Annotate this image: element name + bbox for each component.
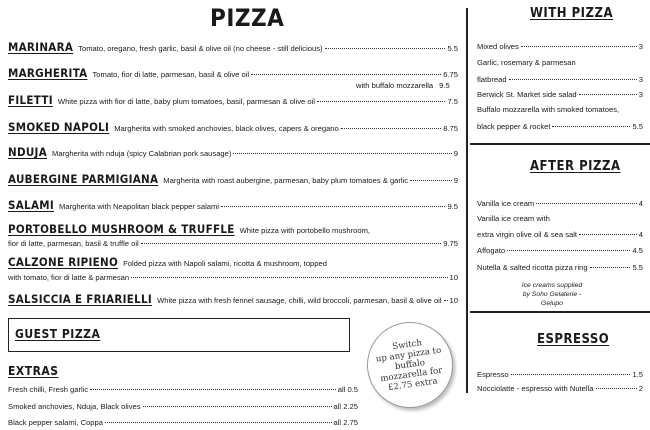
item-price: 7.5 <box>447 97 458 106</box>
dot-leader <box>325 48 446 49</box>
extras-description: Smoked anchovies, Nduja, Black olives <box>8 402 141 411</box>
extras-item <box>8 402 358 411</box>
item-description: Berwick St. Market side salad <box>477 90 577 99</box>
after-pizza-item-line2 <box>477 230 643 239</box>
item-name: FILETTI <box>8 93 53 107</box>
item-name: SALSICCIA E FRIARIELLI <box>8 292 153 306</box>
section-divider <box>470 143 650 145</box>
dot-leader <box>233 153 451 154</box>
menu-item <box>8 145 458 159</box>
with-pizza-item-line2 <box>477 75 643 84</box>
item-description-cont: fior di latte, parmesan, basil & truffle oil <box>8 239 139 248</box>
menu-item-line2 <box>8 273 458 282</box>
item-description: Mixed olives <box>477 42 519 51</box>
extras-price: all 0.5 <box>337 385 358 394</box>
after-pizza-item <box>477 199 643 208</box>
menu-item <box>8 93 458 107</box>
item-description-cont: extra virgin olive oil & sea salt <box>477 230 578 239</box>
dot-leader <box>341 128 441 129</box>
item-price: 6.75 <box>443 70 458 79</box>
item-price: 3 <box>638 90 643 99</box>
dot-leader <box>536 203 637 204</box>
item-name: CALZONE RIPIENO <box>8 255 119 269</box>
item-price: 2 <box>638 384 643 393</box>
with-pizza-item: Garlic, rosemary & parmesan <box>477 58 576 67</box>
dot-leader <box>90 389 336 390</box>
menu-item <box>8 120 458 134</box>
dot-leader <box>221 206 445 207</box>
item-price: 10 <box>449 273 458 282</box>
dot-leader <box>444 300 448 301</box>
item-description: Nocciolatte - espresso with Nutella <box>477 384 594 393</box>
item-name: AUBERGINE PARMIGIANA <box>8 172 159 186</box>
item-description-cont: with tomato, fior di latte & parmesan <box>8 273 130 282</box>
buffalo-mozzarella-badge <box>361 316 458 413</box>
with-pizza-title: WITH PIZZA <box>530 6 614 21</box>
pizza-title: PIZZA <box>210 4 285 32</box>
after-pizza-item <box>477 246 643 255</box>
item-extra-price: 9.5 <box>439 81 450 90</box>
item-price: 8.75 <box>443 124 458 133</box>
with-pizza-item <box>477 90 643 99</box>
guest-pizza-title: GUEST PIZZA <box>15 327 101 341</box>
item-description-cont: flatbread <box>477 75 507 84</box>
item-description: White pizza with fresh fennel sausage, chilli, wild broccoli, parmesan, basil & olive oil <box>157 296 442 305</box>
with-pizza-item: Buffalo mozzarella with smoked tomatoes, <box>477 105 620 114</box>
menu-item <box>8 292 458 306</box>
dot-leader <box>552 126 630 127</box>
item-price: 5.5 <box>447 44 458 53</box>
menu-item <box>8 40 458 54</box>
espresso-item <box>477 370 643 379</box>
section-divider <box>470 311 650 313</box>
dot-leader <box>521 46 637 47</box>
item-price: 3 <box>638 42 643 51</box>
item-description: Tomato, oregano, fresh garlic, basil & olive oil (no cheese - still delicious) <box>78 44 323 53</box>
dot-leader <box>105 422 332 423</box>
item-price: 4.5 <box>632 246 643 255</box>
extras-description: Fresh chilli, Fresh garlic <box>8 385 89 394</box>
after-pizza-item: Vanilla ice cream with <box>477 214 550 223</box>
item-description: White pizza with fior di latte, baby plum tomatoes, basil, parmesan & olive oil <box>57 97 315 106</box>
item-price: 3 <box>638 75 643 84</box>
dot-leader <box>141 243 442 244</box>
item-description: Margherita with smoked anchovies, black olives, capers & oregano <box>114 124 339 133</box>
item-description: Folded pizza with Napoli salami, ricotta & mushroom, topped <box>123 259 327 268</box>
with-pizza-item-line2 <box>477 122 643 131</box>
menu-item <box>8 66 458 80</box>
espresso-item <box>477 384 643 393</box>
after-pizza-item <box>477 263 643 272</box>
item-description: Margherita with roast aubergine, parmesan, baby plum tomatoes & garlic <box>163 176 409 185</box>
with-pizza-item <box>477 42 643 51</box>
extras-price: all 2.25 <box>333 402 358 411</box>
dot-leader <box>131 277 447 278</box>
item-name: MARINARA <box>8 40 74 54</box>
ice-cream-note: Ice creams supplied by Soho Gelaterie - Gelupo <box>521 282 583 307</box>
menu-item <box>8 255 458 269</box>
item-name: NDUJA <box>8 145 48 159</box>
dot-leader <box>579 234 637 235</box>
item-price: 5.5 <box>632 122 643 131</box>
menu-item <box>8 222 458 236</box>
guest-pizza-box <box>8 318 350 352</box>
item-name: SALAMI <box>8 198 55 212</box>
item-description: Nutella & salted ricotta pizza ring <box>477 263 588 272</box>
item-extra-description: with buffalo mozzarella <box>356 81 434 90</box>
menu-item-line2 <box>8 239 458 248</box>
item-price: 4 <box>638 199 643 208</box>
item-price: 1.5 <box>632 370 643 379</box>
item-name: PORTOBELLO MUSHROOM & TRUFFLE <box>8 222 235 236</box>
item-description: Margherita with Neapolitan black pepper salami <box>59 202 219 211</box>
menu-item <box>8 198 458 212</box>
dot-leader <box>507 250 630 251</box>
dot-leader <box>251 74 441 75</box>
item-price: 4 <box>638 230 643 239</box>
item-name: MARGHERITA <box>8 66 88 80</box>
dot-leader <box>596 388 637 389</box>
item-description: Affogato <box>477 246 506 255</box>
dot-leader <box>410 180 452 181</box>
item-description: Espresso <box>477 370 509 379</box>
dot-leader <box>317 101 445 102</box>
extras-price: all 2.75 <box>333 418 358 427</box>
dot-leader <box>509 79 637 80</box>
menu-item-extra <box>356 81 458 90</box>
item-price: 9 <box>453 176 458 185</box>
dot-leader <box>590 267 631 268</box>
item-name: SMOKED NAPOLI <box>8 120 110 134</box>
menu-item <box>8 172 458 186</box>
item-price: 5.5 <box>632 263 643 272</box>
item-price: 9.75 <box>443 239 458 248</box>
extras-item <box>8 385 358 394</box>
after-pizza-title: AFTER PIZZA <box>530 159 621 174</box>
item-price: 9.5 <box>447 202 458 211</box>
dot-leader <box>511 374 631 375</box>
extras-item <box>8 418 358 427</box>
item-price: 9 <box>453 149 458 158</box>
item-description-cont: black pepper & rocket <box>477 122 551 131</box>
badge-text: Switch up any pizza to buffalo mozzarella for £2.75 extra <box>375 338 444 394</box>
column-divider <box>466 8 468 393</box>
item-description: Tomato, fior di latte, parmesan, basil & olive oil <box>92 70 250 79</box>
item-description: White pizza with portobello mushroom, <box>239 226 371 235</box>
dot-leader <box>143 406 332 407</box>
extras-title: EXTRAS <box>8 364 59 378</box>
item-description: Vanilla ice cream <box>477 199 535 208</box>
espresso-title: ESPRESSO <box>537 332 610 347</box>
item-price: 10 <box>449 296 458 305</box>
dot-leader <box>579 94 637 95</box>
item-description: Margherita with nduja (spicy Calabrian pork sausage) <box>52 149 232 158</box>
extras-description: Black pepper salami, Coppa <box>8 418 103 427</box>
